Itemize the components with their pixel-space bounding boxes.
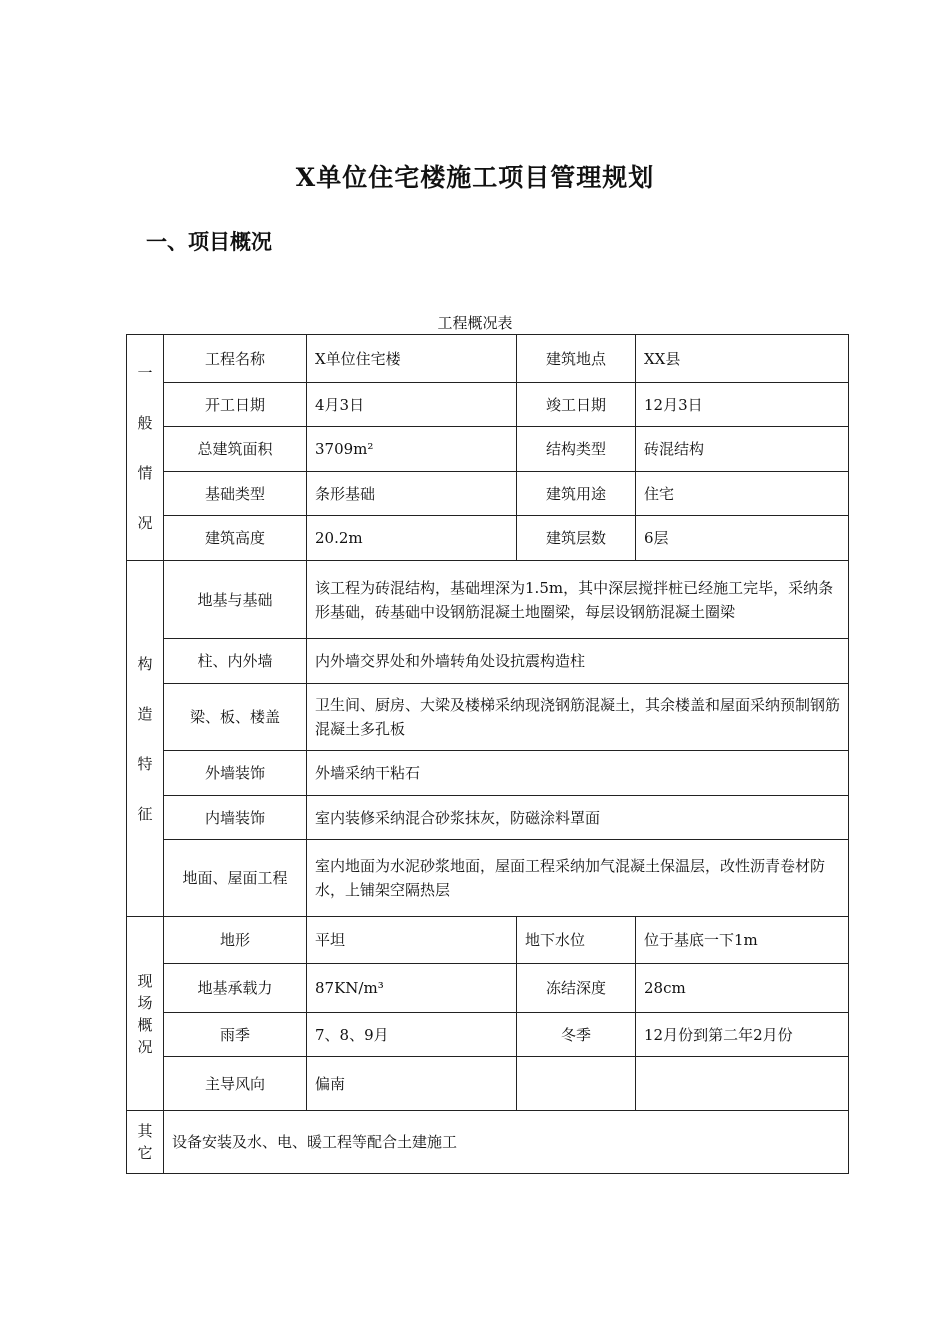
- group-label-general: 一 般 情 况: [127, 335, 164, 561]
- cell-value: 12月3日: [636, 383, 849, 427]
- page-title: X单位住宅楼施工项目管理规划: [295, 163, 655, 192]
- cell-label: 地下水位: [517, 917, 636, 964]
- table-row: [127, 561, 849, 639]
- table-row: [127, 335, 849, 383]
- cell-value: 内外墙交界处和外墙转角处设抗震构造柱: [307, 639, 849, 684]
- cell-value: 28cm: [636, 964, 849, 1013]
- cell-value: 条形基础: [307, 472, 517, 516]
- cell-label: 建筑用途: [517, 472, 636, 516]
- table-row: [127, 472, 849, 516]
- cell-value: 外墙采纳干粘石: [307, 751, 849, 796]
- project-overview-table: [126, 334, 849, 1174]
- table-row: [127, 383, 849, 427]
- cell-value: 6层: [636, 516, 849, 561]
- cell-label: 地面、屋面工程: [164, 840, 307, 917]
- cell-value: 室内装修采纳混合砂浆抹灰，防磁涂料罩面: [307, 796, 849, 840]
- table-row: [127, 1057, 849, 1111]
- cell-value: 设备安装及水、电、暖工程等配合土建施工: [164, 1111, 849, 1174]
- cell-label: 冻结深度: [517, 964, 636, 1013]
- section-heading: 一、项目概况: [146, 230, 272, 254]
- cell-label: 外墙装饰: [164, 751, 307, 796]
- table-row: [127, 917, 849, 964]
- cell-label: 主导风向: [164, 1057, 307, 1111]
- table-row: [127, 964, 849, 1013]
- cell-label: 地基承载力: [164, 964, 307, 1013]
- table-row: [127, 1111, 849, 1174]
- table-row: [127, 796, 849, 840]
- cell-value: 室内地面为水泥砂浆地面，屋面工程采纳加气混凝土保温层，改性沥青卷材防水，上铺架空隔热层: [307, 840, 849, 917]
- cell-value: XX县: [636, 335, 849, 383]
- cell-value: 住宅: [636, 472, 849, 516]
- cell-label: 地形: [164, 917, 307, 964]
- table-row: [127, 840, 849, 917]
- cell-value: 7、8、9月: [307, 1013, 517, 1057]
- group-label-structure: 构 造 特 征: [127, 561, 164, 917]
- cell-label: 竣工日期: [517, 383, 636, 427]
- cell-label: 开工日期: [164, 383, 307, 427]
- cell-value: 87KN/m³: [307, 964, 517, 1013]
- cell-value: 卫生间、厨房、大梁及楼梯采纳现浇钢筋混凝土，其余楼盖和屋面采纳预制钢筋混凝土多孔板: [307, 684, 849, 751]
- cell-label: 结构类型: [517, 427, 636, 472]
- cell-value: 12月份到第二年2月份: [636, 1013, 849, 1057]
- group-label-other: 其 它: [127, 1111, 164, 1174]
- table-row: [127, 427, 849, 472]
- cell-value: 平坦: [307, 917, 517, 964]
- cell-label: 冬季: [517, 1013, 636, 1057]
- cell-label: 地基与基础: [164, 561, 307, 639]
- table-caption: 工程概况表: [437, 314, 513, 332]
- cell-label: 基础类型: [164, 472, 307, 516]
- cell-label: 工程名称: [164, 335, 307, 383]
- cell-label: 总建筑面积: [164, 427, 307, 472]
- cell-value: 20.2m: [307, 516, 517, 561]
- cell-value: 砖混结构: [636, 427, 849, 472]
- cell-label: 建筑高度: [164, 516, 307, 561]
- cell-label: 内墙装饰: [164, 796, 307, 840]
- cell-label: 柱、内外墙: [164, 639, 307, 684]
- table-row: [127, 684, 849, 751]
- table-row: [127, 1013, 849, 1057]
- cell-value: 该工程为砖混结构，基础埋深为1.5m，其中深层搅拌桩已经施工完毕，采纳条形基础，砖基础中设钢筋混凝土地圈梁，每层设钢筋混凝土圈梁: [307, 561, 849, 639]
- cell-value: 偏南: [307, 1057, 517, 1111]
- cell-value: 3709m²: [307, 427, 517, 472]
- cell-value: X单位住宅楼: [307, 335, 517, 383]
- cell-label: 梁、板、楼盖: [164, 684, 307, 751]
- cell-value: 位于基底一下1m: [636, 917, 849, 964]
- cell-value: 4月3日: [307, 383, 517, 427]
- cell-label: [517, 1057, 636, 1111]
- cell-label: 雨季: [164, 1013, 307, 1057]
- table-row: [127, 516, 849, 561]
- cell-label: 建筑层数: [517, 516, 636, 561]
- table-row: [127, 751, 849, 796]
- group-label-site: 现 场 概 况: [127, 917, 164, 1111]
- table-row: [127, 639, 849, 684]
- cell-value: [636, 1057, 849, 1111]
- cell-label: 建筑地点: [517, 335, 636, 383]
